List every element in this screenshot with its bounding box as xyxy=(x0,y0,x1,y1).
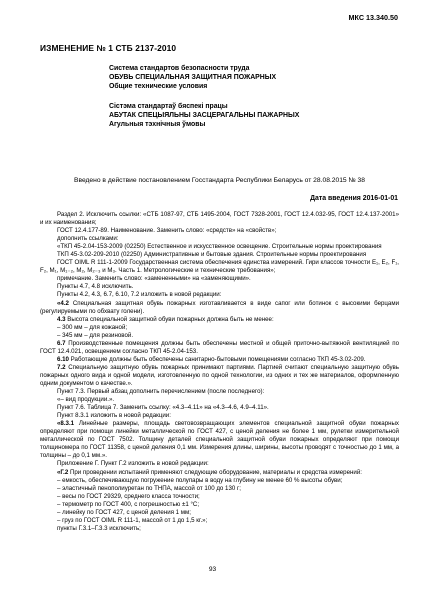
clause-number: 7.2 xyxy=(57,363,66,371)
title-ru-line2: ОБУВЬ СПЕЦИАЛЬНАЯ ЗАЩИТНАЯ ПОЖАРНЫХ xyxy=(109,74,277,81)
body-paragraph xyxy=(40,525,399,533)
body-paragraph xyxy=(40,227,399,235)
document-body xyxy=(40,211,399,533)
paragraph-text: Специальную защитную обувь пожарных принимают партиями. Партией считают специальную защитную обувь пожарных одного вида и одной модели, изготовленную по одной технологии, из одних и тех же материалов, оформленную одним документом о качестве.». xyxy=(40,363,399,387)
paragraph-text: Пункт 7.6. Таблица 7. Заменить ссылку: «4.3–4.11» на «4.3–4.6, 4.9–4.11». xyxy=(57,404,269,412)
clause-number: «8.3.1 xyxy=(57,420,75,428)
paragraph-text: Работающие должны быть обеспечены санитарно-бытовыми помещениями согласно ТКП 45-3.02-209. xyxy=(68,355,366,363)
paragraph-text: – эластичный пенополиуретан по ТНПА, массой от 100 до 130 г; xyxy=(57,484,241,492)
paragraph-text: – 300 мм – для кожаной; xyxy=(57,323,128,331)
body-paragraph xyxy=(40,291,399,299)
body-paragraph xyxy=(40,332,399,340)
paragraph-text: ТКП 45-3.02-209-2010 (02250) Административные и бытовые здания. Строительные нормы проектирования xyxy=(57,251,367,259)
paragraph-text: Пункты 4.2, 4.3, 6.7, 6.10, 7.2 изложить в новой редакции: xyxy=(57,291,222,299)
title-ru-line1: Система стандартов безопасности труда xyxy=(109,65,250,72)
clause-number: «4.2 xyxy=(57,299,69,307)
body-paragraph xyxy=(40,316,399,324)
body-paragraph xyxy=(40,485,399,493)
clause-number: 6.10 xyxy=(57,355,69,363)
body-paragraph xyxy=(40,420,399,460)
paragraph-text: «ТКП 45-2.04-153-2009 (02250) Естественное и искусственное освещение. Строительные нормы проектирования xyxy=(57,243,382,251)
body-paragraph xyxy=(40,477,399,485)
paragraph-text: – термометр по ГОСТ 400, с погрешностью ±1 °С; xyxy=(57,500,200,508)
clause-number: «Г.2 xyxy=(57,468,69,476)
change-title: ИЗМЕНЕНИЕ № 1 СТБ 2137-2010 xyxy=(40,43,177,53)
body-paragraph xyxy=(40,275,399,283)
body-paragraph xyxy=(40,283,399,291)
page-number: 93 xyxy=(208,566,217,573)
paragraph-text: – груз по ГОСТ OIML R 111-1, массой от 1 до 1,5 кг.»; xyxy=(57,516,208,524)
title-by-line1: Сістэма стандартаў бяспекі працы xyxy=(109,103,228,110)
effective-date: Дата введения 2016-01-01 xyxy=(310,195,398,202)
title-by-line2: АБУТАК СПЕЦЫЯЛЬНЫ ЗАСЦЕРАГАЛЬНЫ ПАЖАРНЫХ xyxy=(109,112,300,119)
paragraph-text: ГОСТ 12.4.177-89. Наименование. Заменить слово: «средств» на «свойств»; xyxy=(57,227,277,235)
clause-number: 6.7 xyxy=(57,339,66,347)
body-paragraph xyxy=(40,396,399,404)
body-paragraph xyxy=(40,300,399,316)
paragraph-text: примечание. Заменить слово: «замененными» на «заменяющими». xyxy=(57,275,251,283)
title-belarusian xyxy=(109,102,299,129)
body-paragraph xyxy=(40,404,399,412)
paragraph-text: – емкость, обеспечивающую погружение полупары в воду на глубину не менее 60 % высоты обуви; xyxy=(57,476,343,484)
paragraph-text: При проведении испытаний применяют следующие оборудование, материалы и средства измерений: xyxy=(68,468,362,476)
paragraph-text: Линейные размеры, площадь световозвращающих элементов специальной защитной обуви пожарных определяют при помощи линейки металлической по ГОСТ 427, с ценой деления не более 1 мм, рулетки измерительной металлической по ГОСТ 7502. Толщину деталей специальной защитной обуви пожарных определяют при помощи толщиномера по ГОСТ 11358, с ценой деления 0,1 мм. Измерения длины, ширины, высоты проводят с точностью до 1 мм, а толщины – до 0,1 мм.». xyxy=(40,420,399,460)
body-paragraph xyxy=(40,469,399,477)
paragraph-text: Специальная защитная обувь пожарных изготавливается в виде сапог или ботинок с высокими берцами (регулируемыми по обхвату голени). xyxy=(40,299,399,315)
paragraph-text: Раздел 2. Исключить ссылки: «СТБ 1087-97, СТБ 1495-2004, ГОСТ 7328-2001, ГОСТ 12.4.032-95, ГОСТ 12.4.137-2001» и их наименования; xyxy=(40,211,399,227)
body-paragraph xyxy=(40,460,399,468)
paragraph-text: дополнить ссылками: xyxy=(57,235,119,243)
body-paragraph xyxy=(40,388,399,396)
body-paragraph xyxy=(40,324,399,332)
paragraph-text: пункты Г.3.1–Г.3.3 исключить; xyxy=(57,524,141,532)
paragraph-text: «– вид продукции.». xyxy=(57,396,115,404)
body-paragraph xyxy=(40,501,399,509)
body-paragraph xyxy=(40,517,399,525)
title-ru-line3: Общие технические условия xyxy=(109,83,208,90)
paragraph-text: ГОСТ OIML R 111-1-2009 Государственная система обеспечения единства измерений. Гири классов точности E₁, E₂, F₁, F₂, M₁, M₁₋₂, M₂, M₂₋₃ и M₃. Часть 1. Метрологические и технические требования»; xyxy=(40,259,399,275)
body-paragraph xyxy=(40,235,399,243)
paragraph-text: – линейку по ГОСТ 427, с ценой деления 1 мм; xyxy=(57,508,191,516)
body-paragraph xyxy=(40,364,399,388)
body-paragraph xyxy=(40,251,399,259)
paragraph-text: Приложение Г. Пункт Г.2 изложить в новой редакции: xyxy=(57,460,209,468)
introduction-text: Введено в действие постановлением Госстандарта Республики Беларусь от 28.08.2015 № 38 xyxy=(74,177,365,184)
clause-number: 4.3 xyxy=(57,315,66,323)
paragraph-text: Пункт 7.3. Первый абзац дополнить перечислением (после последнего): xyxy=(57,388,265,396)
body-paragraph xyxy=(40,356,399,364)
paragraph-text: Высота специальной защитной обуви пожарных должна быть не менее: xyxy=(65,315,274,323)
body-paragraph xyxy=(40,243,399,251)
paragraph-text: Пункты 4.7, 4.8 исключить. xyxy=(57,283,134,291)
body-paragraph xyxy=(40,509,399,517)
title-russian xyxy=(109,64,276,91)
introduction-notice xyxy=(40,177,399,184)
body-paragraph xyxy=(40,211,399,227)
body-paragraph xyxy=(40,259,399,275)
body-paragraph xyxy=(40,412,399,420)
body-paragraph xyxy=(40,340,399,356)
paragraph-text: – весы по ГОСТ 29329, среднего класса точности; xyxy=(57,492,200,500)
body-paragraph xyxy=(40,493,399,501)
paragraph-text: Пункт 8.3.1 изложить в новой редакции: xyxy=(57,412,171,420)
title-by-line3: Агульныя тэхнічныя ўмовы xyxy=(109,121,206,128)
paragraph-text: – 345 мм – для резиновой. xyxy=(57,331,134,339)
classification-code: МКС 13.340.50 xyxy=(348,13,398,22)
paragraph-text: Производственные помещения должны быть обеспечены местной и общей приточно-вытяжной вентиляцией по ГОСТ 12.4.021, освещением согласно ТКП 45-2.04-153. xyxy=(40,339,399,355)
